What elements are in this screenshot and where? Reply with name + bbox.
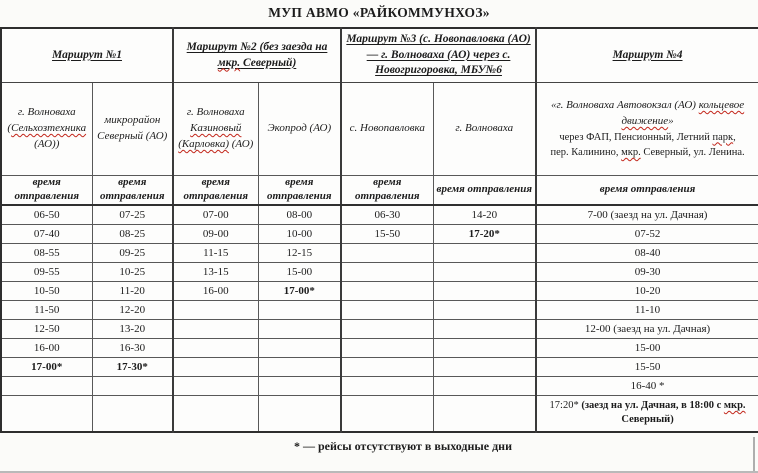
spellcheck-word: Сельхозтехника [11,122,87,135]
schedule-cell [258,300,341,319]
schedule-cell: 12-00 (заезд на ул. Дачная) [536,319,758,338]
spellcheck-word: Казиновый [190,122,242,135]
schedule-cell: 07-25 [92,205,173,225]
schedule-cell: 17-00* [1,357,92,376]
spellcheck-word: кольцевое движение [621,98,745,127]
route-2-label: Маршрут №2 (без заезда на мкр. Северный) [186,40,328,69]
schedule-cell: 11-10 [536,300,758,319]
schedule-cell: 06-30 [341,205,433,225]
schedule-cell [341,338,433,357]
departure-time-header: время отправления [433,176,536,205]
schedule-cell: 12-50 [1,319,92,338]
schedule-cell [433,300,536,319]
schedule-cell: 09-30 [536,262,758,281]
route-4-label: Маршрут №4 [612,48,683,61]
stop-name-avtovokzal-ring [536,83,758,176]
spellcheck-word: мкр. [217,56,241,69]
schedule-cell [173,319,258,338]
schedule-cell: 12-15 [258,243,341,262]
timetable [0,27,758,433]
schedule-row [1,376,758,395]
schedule-cell: 09-25 [92,243,173,262]
schedule-cell: 16-40 * [536,376,758,395]
schedule-cell [173,300,258,319]
stop-name-mkr-severny: микрорайон Северный (АО) [92,83,173,176]
schedule-note: (заезд на ул. Дачная, в 18:00 с мкр. Северный) [581,399,746,425]
schedule-row [1,243,758,262]
schedule-cell: 13-20 [92,319,173,338]
schedule-row [1,300,758,319]
departure-time-header: время отправления [173,176,258,205]
stop-name-volnovakha-kazinovy: г. Волноваха Казиновый (Карловка) (АО) [173,83,258,176]
ring-route-title: «г. Волноваха Автовокзал (АО) кольцевое движение» [550,98,745,127]
schedule-cell [341,262,433,281]
schedule-cell [433,243,536,262]
stop-name-ekoprod: Экопрод (АО) [258,83,341,176]
schedule-cell [92,376,173,395]
departure-time-header: время отправления [258,176,341,205]
schedule-cell [341,300,433,319]
stop-name-volnovakha: г. Волноваха [433,83,536,176]
schedule-cell: 09-55 [1,262,92,281]
schedule-cell [341,376,433,395]
schedule-cell: 16-00 [173,281,258,300]
schedule-cell: 07-00 [173,205,258,225]
schedule-cell [1,395,92,432]
schedule-cell: 15-00 [258,262,341,281]
route-1-label: Маршрут №1 [52,48,122,61]
schedule-cell: 10-50 [1,281,92,300]
schedule-cell: 07-52 [536,224,758,243]
schedule-cell [258,319,341,338]
route-header-3 [341,28,536,83]
spellcheck-word: мкр. [723,399,746,411]
spellcheck-word: (Карловка) [178,137,229,150]
schedule-cell: 17-30* [92,357,173,376]
schedule-row [1,281,758,300]
schedule-row [1,224,758,243]
schedule-row [1,205,758,225]
schedule-cell: 13-15 [173,262,258,281]
schedule-cell [433,395,536,432]
schedule-cell [341,357,433,376]
schedule-cell [1,376,92,395]
schedule-cell [173,338,258,357]
departure-header-row [1,176,758,205]
schedule-cell: 17-20* [433,224,536,243]
spellcheck-word: мкр. [621,146,641,158]
stop-name-row [1,83,758,176]
schedule-cell: 12-20 [92,300,173,319]
schedule-cell: 17-00* [258,281,341,300]
schedule-cell [433,281,536,300]
route-header-row [1,28,758,83]
schedule-cell [258,357,341,376]
ring-route-via-2: пер. Калинино, мкр. Северный, ул. Ленина. [550,146,745,158]
schedule-cell: 7-00 (заезд на ул. Дачная) [536,205,758,225]
schedule-cell [433,319,536,338]
schedule-cell [92,395,173,432]
schedule-cell: 11-20 [92,281,173,300]
schedule-cell: 15-00 [536,338,758,357]
page-edge-line-right [753,437,755,473]
schedule-cell [173,357,258,376]
footnote: * — рейсы отсутствуют в выходные дни [293,438,512,453]
departure-time-header: время отправления [536,176,758,205]
schedule-cell: 16-30 [92,338,173,357]
schedule-cell [258,376,341,395]
schedule-row [1,357,758,376]
schedule-cell: 08-25 [92,224,173,243]
route-header-4 [536,28,758,83]
schedule-cell [173,395,258,432]
schedule-cell: 08-00 [258,205,341,225]
schedule-cell: 10-00 [258,224,341,243]
spellcheck-word: парк [712,131,734,143]
schedule-time: 17:20* [549,399,582,411]
schedule-cell: 15-50 [536,357,758,376]
schedule-row [1,338,758,357]
schedule-cell [341,281,433,300]
schedule-row [1,395,758,432]
schedule-cell: 10-20 [536,281,758,300]
schedule-cell [433,262,536,281]
ring-route-via: через ФАП, Пенсионный, Летний парк, [559,131,736,143]
schedule-cell [173,376,258,395]
departure-time-header: время отправления [1,176,92,205]
schedule-cell: 10-25 [92,262,173,281]
schedule-cell [258,395,341,432]
schedule-row [1,319,758,338]
schedule-cell [341,319,433,338]
route-header-2 [173,28,341,83]
schedule-row [1,262,758,281]
schedule-cell: 09-00 [173,224,258,243]
document-title: МУП АВМО «РАЙКОММУНХОЗ» [268,5,490,20]
departure-time-header: время отправления [92,176,173,205]
schedule-cell: 16-00 [1,338,92,357]
schedule-cell: 06-50 [1,205,92,225]
schedule-cell [341,395,433,432]
schedule-cell [258,338,341,357]
schedule-cell [433,376,536,395]
schedule-cell: 08-55 [1,243,92,262]
stop-name-novopavlovka: с. Новопавловка [341,83,433,176]
schedule-cell: 07-40 [1,224,92,243]
route-header-1 [1,28,173,83]
schedule-cell: 15-50 [341,224,433,243]
route-3-label: Маршрут №3 (с. Новопавловка (АО) — г. Волноваха (АО) через с. Новогригоровка, МБУ№6 [346,33,531,77]
schedule-cell: 14-20 [433,205,536,225]
schedule-cell [433,357,536,376]
schedule-cell: 11-15 [173,243,258,262]
schedule-cell [341,243,433,262]
schedule-cell-note [536,395,758,432]
departure-time-header: время отправления [341,176,433,205]
schedule-cell: 08-40 [536,243,758,262]
stop-name-volnovakha-selkhoztekhnika: г. Волноваха (Сельхозтехника (АО)) [1,83,92,176]
schedule-cell: 11-50 [1,300,92,319]
schedule-cell [433,338,536,357]
